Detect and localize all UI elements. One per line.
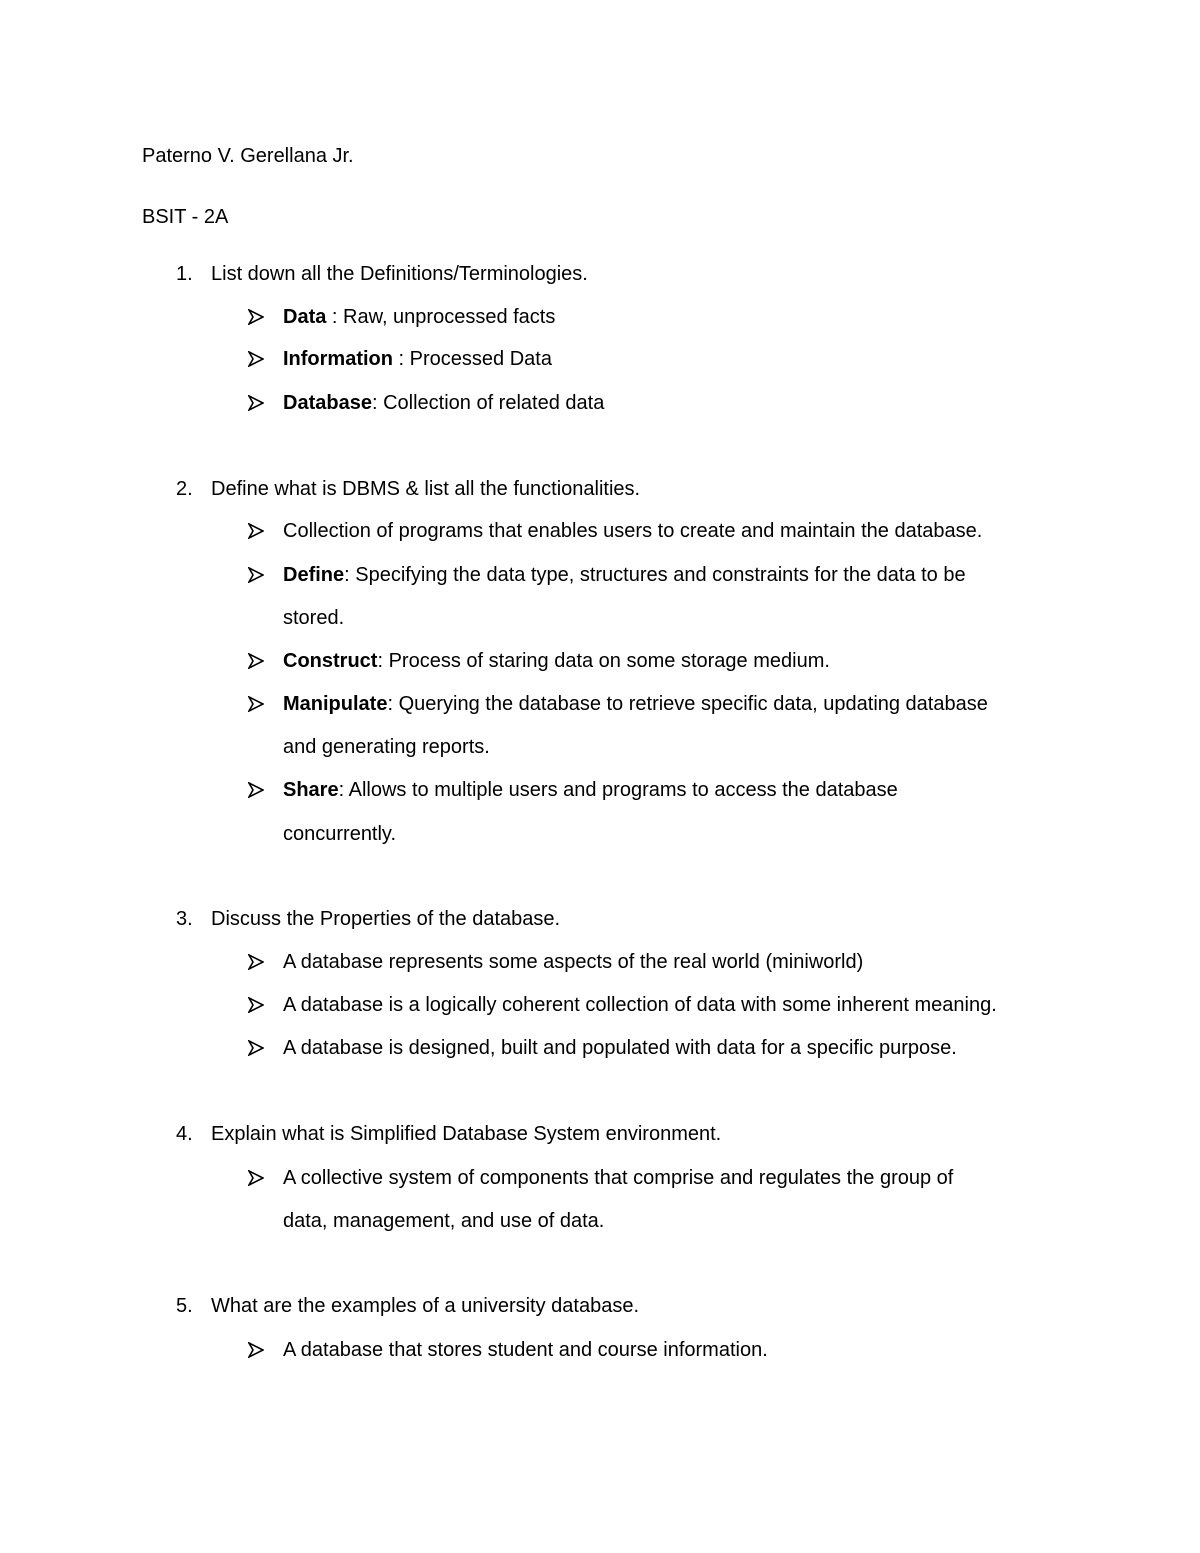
- list-item-continuation: concurrently.: [283, 823, 397, 845]
- arrow-bullet-icon: [248, 776, 268, 804]
- arrow-bullet-icon: [248, 1164, 268, 1192]
- list-item: A database that stores student and course information.: [283, 1339, 768, 1361]
- list-item: A collective system of components that comprise and regulates the group of: [283, 1167, 954, 1189]
- list-item: A database is a logically coherent collection of data with some inherent meaning.: [283, 994, 997, 1016]
- list-item-continuation: data, management, and use of data.: [283, 1210, 605, 1232]
- question-text: Explain what is Simplified Database System environment.: [211, 1123, 722, 1145]
- class-section: BSIT - 2A: [142, 206, 229, 228]
- list-item: Database: Collection of related data: [283, 392, 605, 414]
- list-item-continuation: stored.: [283, 607, 345, 629]
- list-item: Share: Allows to multiple users and programs to access the database: [283, 779, 898, 801]
- list-item: Construct: Process of staring data on some storage medium.: [283, 650, 830, 672]
- arrow-bullet-icon: [248, 561, 268, 589]
- list-item: Define: Specifying the data type, structures and constraints for the data to be: [283, 564, 966, 586]
- list-item: Information : Processed Data: [283, 348, 552, 370]
- arrow-bullet-icon: [248, 345, 268, 373]
- question-text: List down all the Definitions/Terminologies.: [211, 263, 588, 285]
- author-name: Paterno V. Gerellana Jr.: [142, 145, 354, 167]
- list-item: Data : Raw, unprocessed facts: [283, 306, 556, 328]
- question-text: What are the examples of a university database.: [211, 1295, 640, 1317]
- arrow-bullet-icon: [248, 647, 268, 675]
- question-number: 3.: [176, 908, 193, 930]
- list-item: A database represents some aspects of the real world (miniworld): [283, 951, 864, 973]
- question-number: 5.: [176, 1295, 193, 1317]
- arrow-bullet-icon: [248, 948, 268, 976]
- list-item-continuation: and generating reports.: [283, 736, 490, 758]
- arrow-bullet-icon: [248, 1336, 268, 1364]
- arrow-bullet-icon: [248, 1034, 268, 1062]
- question-text: Discuss the Properties of the database.: [211, 908, 561, 930]
- list-item: Collection of programs that enables users to create and maintain the database.: [283, 520, 983, 542]
- arrow-bullet-icon: [248, 690, 268, 718]
- question-text: Define what is DBMS & list all the functionalities.: [211, 478, 641, 500]
- list-item: A database is designed, built and populated with data for a specific purpose.: [283, 1037, 957, 1059]
- list-item: Manipulate: Querying the database to retrieve specific data, updating database: [283, 693, 988, 715]
- arrow-bullet-icon: [248, 517, 268, 545]
- question-number: 4.: [176, 1123, 193, 1145]
- question-number: 2.: [176, 478, 193, 500]
- question-number: 1.: [176, 263, 193, 285]
- arrow-bullet-icon: [248, 389, 268, 417]
- arrow-bullet-icon: [248, 991, 268, 1019]
- arrow-bullet-icon: [248, 303, 268, 331]
